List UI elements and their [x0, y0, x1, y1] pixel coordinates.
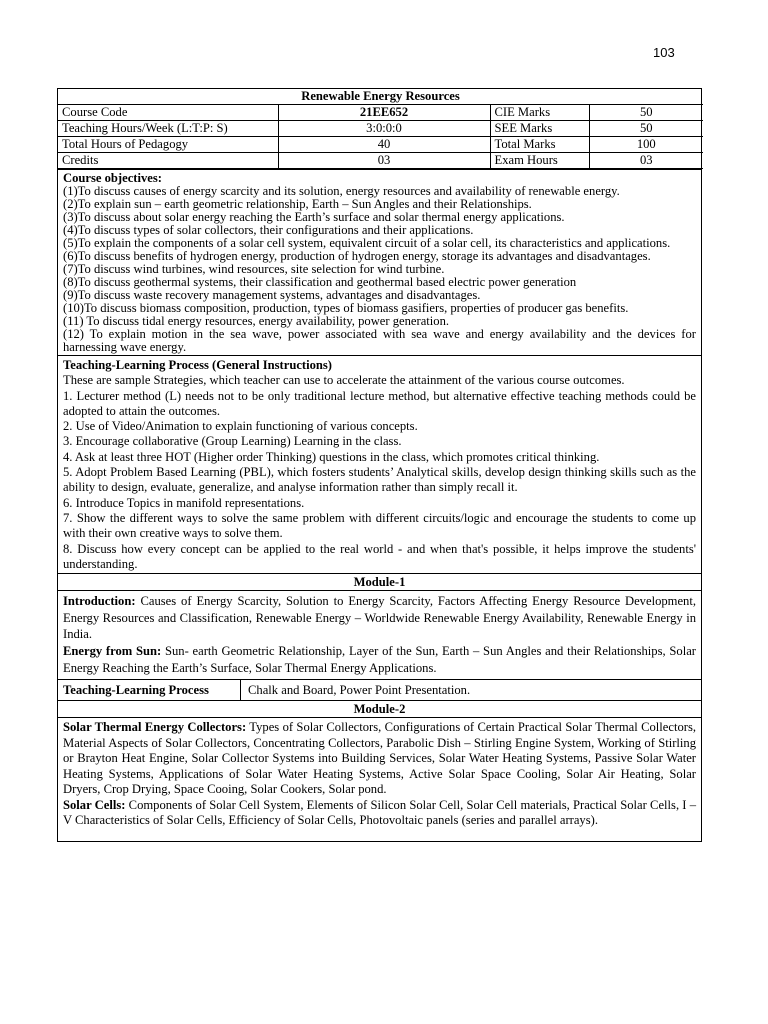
objective-item: (2)To explain sun – earth geometric relationship, Earth – Sun Angles and their Relationships. [63, 197, 532, 211]
tlp-item: 5. Adopt Problem Based Learning (PBL), which fosters students’ Analytical skills, develop design thinking skills such as the ability to design, evaluate, generalize, and analyse information rather than simply recall it. [63, 465, 696, 495]
info-value: 03 [278, 153, 490, 169]
course-info-row [58, 153, 703, 169]
module-1-tlp-value: Chalk and Board, Power Point Presentation. [248, 683, 471, 698]
module-1-intro-label: Introduction: [63, 594, 136, 609]
module-1-content [58, 590, 701, 679]
info-label: SEE Marks [490, 121, 589, 137]
course-info-row [58, 105, 703, 121]
objective-item: (6)To discuss benefits of hydrogen energy, production of hydrogen energy, storage its advantages and disadvantages. [63, 249, 651, 263]
objective-item: (3)To discuss about solar energy reaching the Earth’s surface and solar thermal energy applications. [63, 210, 565, 224]
module-2-cells-paragraph [63, 798, 696, 829]
teaching-learning-section [58, 355, 701, 573]
tlp-item: 8. Discuss how every concept can be applied to the real world - and when that's possible, it helps improve the students' understanding. [63, 541, 696, 571]
info-value: 40 [278, 137, 490, 153]
objective-item: (11) To discuss tidal energy resources, energy availability, power generation. [63, 314, 450, 328]
module-1-sun-label: Energy from Sun: [63, 643, 162, 658]
module-1-tlp-row [58, 679, 701, 700]
module-2-cells-text: Components of Solar Cell System, Elements of Silicon Solar Cell, Solar Cell materials, Practical Solar Cells, I – V Characteristics of Solar Cells, Efficiency of Solar Cells, Photovoltaic panels (series and parallel arrays). [63, 797, 697, 828]
module-2-collectors-paragraph [63, 720, 696, 798]
info-label: Course Code [58, 105, 278, 121]
syllabus-sheet [57, 88, 702, 842]
page-number: 103 [653, 45, 675, 60]
module-1-intro-paragraph [63, 593, 696, 643]
module-1-title: Module-1 [58, 573, 701, 590]
objective-item: (1)To discuss causes of energy scarcity and its solution, energy resources and availability of renewable energy. [63, 184, 620, 198]
info-value: 50 [589, 105, 703, 121]
info-value: 03 [589, 153, 703, 169]
tlp-item: 6. Introduce Topics in manifold representations. [63, 495, 305, 510]
info-label: Credits [58, 153, 278, 169]
tlp-item: 3. Encourage collaborative (Group Learning) Learning in the class. [63, 434, 402, 449]
objective-item: (7)To discuss wind turbines, wind resources, site selection for wind turbine. [63, 262, 445, 276]
info-label: Total Hours of Pedagogy [58, 137, 278, 153]
module-2-cells-label: Solar Cells: [63, 797, 126, 812]
objective-item: (10)To discuss biomass composition, production, types of biomass gasifiers, properties of producer gas benefits. [63, 301, 629, 315]
objective-item: (9)To discuss waste recovery management systems, advantages and disadvantages. [63, 288, 481, 302]
info-value: 100 [589, 137, 703, 153]
objective-item: (4)To discuss types of solar collectors, their configurations and their applications. [63, 223, 474, 237]
module-1-tlp-label: Teaching-Learning Process [58, 680, 241, 700]
module-1-intro-text: Causes of Energy Scarcity, Solution to Energy Scarcity, Factors Affecting Energy Resource Development, Energy Resources and Classification, Renewable Energy – Worldwide Renewable Energy Availability, Renewable Energy in India. [63, 594, 696, 642]
course-objectives-section [58, 169, 701, 355]
info-value: 50 [589, 121, 703, 137]
tlp-item: 2. Use of Video/Animation to explain functioning of various concepts. [63, 419, 418, 434]
module-2-content [58, 717, 701, 841]
tlp-item: 7. Show the different ways to solve the same problem with different circuits/logic and encourage the students to come up with their own creative ways to solve them. [63, 510, 696, 541]
info-label: Exam Hours [490, 153, 589, 169]
tlp-item: 4. Ask at least three HOT (Higher order Thinking) questions in the class, which promotes critical thinking. [63, 449, 600, 464]
tlp-heading: Teaching-Learning Process (General Instructions) [63, 358, 333, 372]
info-value: 3:0:0:0 [278, 121, 490, 137]
objectives-heading: Course objectives: [63, 171, 162, 185]
info-label: CIE Marks [490, 105, 589, 121]
objective-item: (8)To discuss geothermal systems, their classification and geothermal based electric power generation [63, 275, 577, 289]
module-1-sun-paragraph [63, 643, 696, 676]
course-info-row [58, 121, 703, 137]
tlp-item: 1. Lecturer method (L) needs not to be only traditional lecture method, but alternative effective teaching methods could be adopted to attain the outcomes. [63, 388, 696, 418]
module-2-collectors-text: Types of Solar Collectors, Configurations of Certain Practical Solar Thermal Collectors, Material Aspects of Solar Collectors, Concentrating Collectors, Parabolic Dish – Stirling Engine System, Working of Stirling or Brayton Heat Engine, Solar Collector Systems into Building Services, Solar Water Heating Systems, Passive Solar Water Heating Systems, Applications of Solar Water Heating Systems, Active Solar Space Cooling, Solar Air Heating, Solar Dryers, Crop Drying, Space Cooing, Solar Cookers, Solar pond. [63, 720, 697, 797]
info-label: Total Marks [490, 137, 589, 153]
module-1-sun-text: Sun- earth Geometric Relationship, Layer of the Sun, Earth – Sun Angles and their Relationships, Solar Energy Reaching the Earth’s Surface, Solar Thermal Energy Applications. [63, 643, 696, 675]
info-value: 21EE652 [278, 105, 490, 121]
module-2-collectors-label: Solar Thermal Energy Collectors: [63, 720, 247, 735]
course-title: Renewable Energy Resources [58, 89, 703, 105]
objective-item: (5)To explain the components of a solar cell system, equivalent circuit of a solar cell, its characteristics and applications. [63, 236, 671, 250]
info-label: Teaching Hours/Week (L:T:P: S) [58, 121, 278, 137]
course-title-row [58, 89, 703, 105]
course-info-row [58, 137, 703, 153]
module-2-title: Module-2 [58, 700, 701, 717]
tlp-intro: These are sample Strategies, which teacher can use to accelerate the attainment of the various course outcomes. [63, 373, 625, 388]
objective-item: (12) To explain motion in the sea wave, power associated with sea wave and energy availability and the devices for harnessing wave energy. [63, 327, 696, 354]
course-info-table [58, 89, 703, 169]
